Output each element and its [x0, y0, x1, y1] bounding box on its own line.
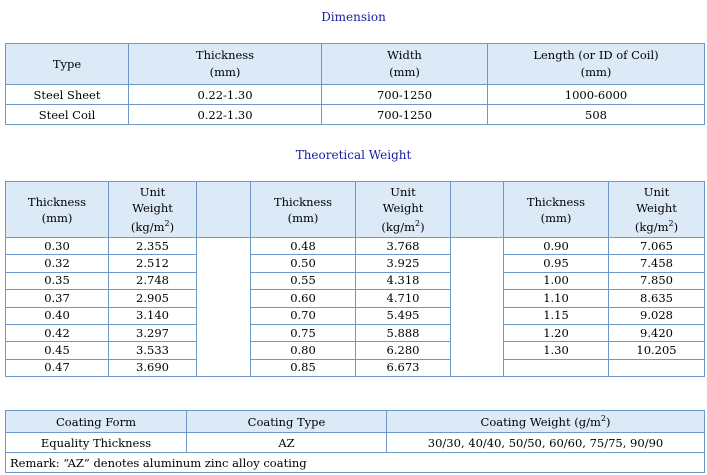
- header-coating-weight: Coating Weight $(g/m^2)$: [387, 411, 705, 433]
- table-row: [6, 324, 705, 341]
- cell-thickness: 0.80: [251, 342, 356, 359]
- cell-thickness: 0.22-1.30: [129, 105, 322, 125]
- cell-weight: 9.028: [609, 307, 705, 324]
- table-row: [6, 307, 705, 324]
- cell-weight: 2.905: [109, 290, 197, 307]
- coating-table: [5, 410, 705, 473]
- cell-thickness: 0.70: [251, 307, 356, 324]
- cell-thickness: 0.45: [6, 342, 109, 359]
- cell-weight: 3.690: [109, 359, 197, 376]
- cell-length: 1000-6000: [488, 85, 705, 105]
- cell-weight: 3.140: [109, 307, 197, 324]
- header-thickness: Thickness (mm): [6, 182, 109, 238]
- cell-thickness: 0.48: [251, 238, 356, 255]
- table-row: [6, 238, 705, 255]
- cell-weight: 7.065: [609, 238, 705, 255]
- cell-thickness: 0.55: [251, 272, 356, 289]
- cell-weight: 3.925: [356, 255, 451, 272]
- cell-thickness: [504, 359, 609, 376]
- cell-weight: 3.768: [356, 238, 451, 255]
- header-spacer: [451, 182, 504, 238]
- cell-thickness: 0.85: [251, 359, 356, 376]
- coating-header-row: [6, 411, 705, 433]
- dimension-header-row: [6, 44, 705, 85]
- table-row: [6, 272, 705, 289]
- table-row: [6, 85, 705, 105]
- cell-thickness: 0.42: [6, 324, 109, 341]
- cell-weight: 5.495: [356, 307, 451, 324]
- cell-thickness: 0.90: [504, 238, 609, 255]
- cell-thickness: 0.50: [251, 255, 356, 272]
- dimension-table: [5, 43, 705, 125]
- remark-text: Remark: “AZ” denotes aluminum zinc alloy coating: [6, 453, 705, 473]
- header-coating-type: Coating Type: [187, 411, 387, 433]
- cell-weight: [609, 359, 705, 376]
- weight-table: [5, 181, 705, 377]
- cell-length: 508: [488, 105, 705, 125]
- cell-weight: 4.318: [356, 272, 451, 289]
- header-unit-weight: Unit Weight $(kg/m^2)$: [609, 182, 705, 238]
- cell-thickness: 1.00: [504, 272, 609, 289]
- table-row: [6, 105, 705, 125]
- cell-thickness: 0.40: [6, 307, 109, 324]
- cell-coating-type: AZ: [187, 433, 387, 453]
- cell-thickness: 0.60: [251, 290, 356, 307]
- header-unit-weight: Unit Weight $(kg/m^2)$: [109, 182, 197, 238]
- cell-thickness: 1.10: [504, 290, 609, 307]
- header-unit-weight: Unit Weight $(kg/m^2)$: [356, 182, 451, 238]
- spacer-column: [451, 238, 504, 377]
- cell-thickness: 1.30: [504, 342, 609, 359]
- cell-thickness: 0.35: [6, 272, 109, 289]
- table-row: [6, 433, 705, 453]
- header-thickness: Thickness (mm): [251, 182, 356, 238]
- cell-weight: 9.420: [609, 324, 705, 341]
- cell-thickness: 0.95: [504, 255, 609, 272]
- header-coating-form: Coating Form: [6, 411, 187, 433]
- cell-coating-form: Equality Thickness: [6, 433, 187, 453]
- remark-row: [6, 453, 705, 473]
- cell-weight: 7.458: [609, 255, 705, 272]
- cell-weight: 3.297: [109, 324, 197, 341]
- cell-width: 700-1250: [322, 105, 488, 125]
- cell-weight: 2.748: [109, 272, 197, 289]
- cell-weight: 2.355: [109, 238, 197, 255]
- cell-coating-weight: 30/30, 40/40, 50/50, 60/60, 75/75, 90/90: [387, 433, 705, 453]
- dimension-title: Dimension: [321, 10, 386, 24]
- weight-title: Theoretical Weight: [295, 148, 412, 162]
- cell-weight: 3.533: [109, 342, 197, 359]
- cell-thickness: 0.22-1.30: [129, 85, 322, 105]
- spacer-column: [197, 238, 251, 377]
- header-spacer: [197, 182, 251, 238]
- cell-thickness: 0.30: [6, 238, 109, 255]
- cell-weight: 2.512: [109, 255, 197, 272]
- cell-thickness: 0.75: [251, 324, 356, 341]
- header-width: Width (mm): [322, 44, 488, 85]
- cell-weight: 6.673: [356, 359, 451, 376]
- table-row: [6, 359, 705, 376]
- cell-weight: 8.635: [609, 290, 705, 307]
- header-thickness: Thickness (mm): [504, 182, 609, 238]
- cell-thickness: 1.15: [504, 307, 609, 324]
- header-thickness: Thickness (mm): [129, 44, 322, 85]
- table-row: [6, 290, 705, 307]
- cell-thickness: 0.47: [6, 359, 109, 376]
- cell-weight: 7.850: [609, 272, 705, 289]
- cell-thickness: 1.20: [504, 324, 609, 341]
- cell-type: Steel Sheet: [6, 85, 129, 105]
- header-length: Length (or ID of Coil) (mm): [488, 44, 705, 85]
- cell-thickness: 0.37: [6, 290, 109, 307]
- cell-weight: 6.280: [356, 342, 451, 359]
- weight-header-row: [6, 182, 705, 238]
- table-row: [6, 342, 705, 359]
- cell-weight: 10.205: [609, 342, 705, 359]
- cell-type: Steel Coil: [6, 105, 129, 125]
- cell-width: 700-1250: [322, 85, 488, 105]
- header-type: Type: [6, 44, 129, 85]
- cell-weight: 5.888: [356, 324, 451, 341]
- cell-weight: 4.710: [356, 290, 451, 307]
- table-row: [6, 255, 705, 272]
- cell-thickness: 0.32: [6, 255, 109, 272]
